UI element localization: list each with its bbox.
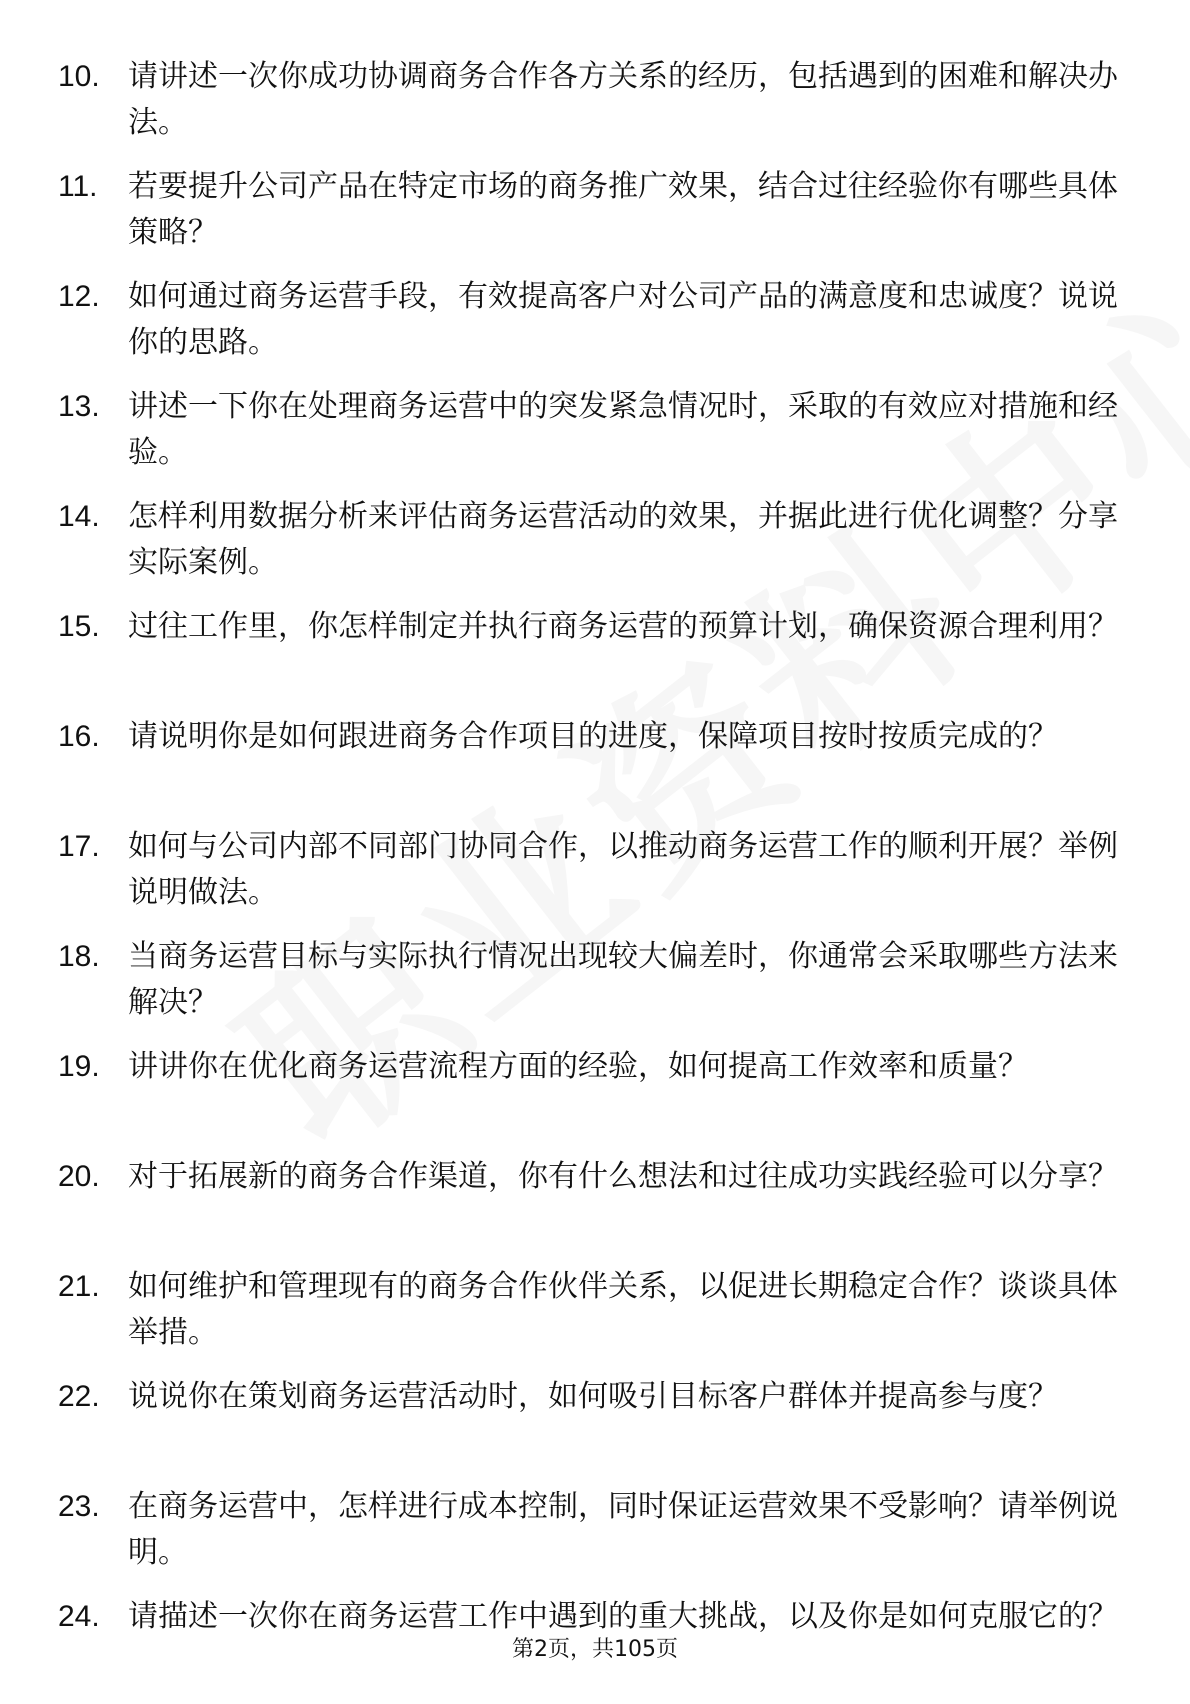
question-number: 17. — [58, 830, 100, 863]
question-text: 讲讲你在优化商务运营流程方面的经验，如何提高工作效率和质量？ — [128, 1049, 1028, 1084]
question-number: 11. — [58, 170, 98, 203]
question-number: 19. — [58, 1050, 100, 1083]
question-item — [58, 54, 1118, 164]
question-text: 在商务运营中，怎样进行成本控制，同时保证运营效果不受影响？请举例说明。 — [128, 1489, 1118, 1570]
question-number: 22. — [58, 1380, 100, 1413]
question-item — [58, 1484, 1118, 1594]
question-text: 如何通过商务运营手段，有效提高客户对公司产品的满意度和忠诚度？说说你的思路。 — [128, 279, 1118, 360]
question-number: 16. — [58, 720, 100, 753]
question-number: 13. — [58, 390, 100, 423]
question-text: 当商务运营目标与实际执行情况出现较大偏差时，你通常会采取哪些方法来解决？ — [128, 939, 1118, 1020]
question-text: 如何维护和管理现有的商务合作伙伴关系，以促进长期稳定合作？谈谈具体举措。 — [128, 1269, 1118, 1350]
question-number: 10. — [58, 60, 100, 93]
question-number: 14. — [58, 500, 100, 533]
question-item — [58, 1154, 1118, 1264]
question-text: 如何与公司内部不同部门协同合作，以推动商务运营工作的顺利开展？举例说明做法。 — [128, 829, 1118, 910]
question-number: 15. — [58, 610, 100, 643]
question-item — [58, 604, 1118, 714]
question-item — [58, 1264, 1118, 1374]
question-list — [58, 54, 1118, 1704]
question-item — [58, 384, 1118, 494]
page-footer: 第2页，共105页 — [512, 1637, 678, 1662]
question-text: 若要提升公司产品在特定市场的商务推广效果，结合过往经验你有哪些具体策略？ — [128, 169, 1118, 250]
question-number: 20. — [58, 1160, 100, 1193]
question-number: 23. — [58, 1490, 100, 1523]
question-item — [58, 934, 1118, 1044]
question-item — [58, 274, 1118, 384]
question-number: 24. — [58, 1600, 100, 1633]
question-item — [58, 1044, 1118, 1154]
question-item — [58, 494, 1118, 604]
question-text: 请描述一次你在商务运营工作中遇到的重大挑战，以及你是如何克服它的？ — [128, 1599, 1118, 1634]
question-item — [58, 824, 1118, 934]
question-item — [58, 714, 1118, 824]
question-text: 过往工作里，你怎样制定并执行商务运营的预算计划，确保资源合理利用？ — [128, 609, 1118, 644]
question-text: 讲述一下你在处理商务运营中的突发紧急情况时，采取的有效应对措施和经验。 — [128, 389, 1118, 470]
question-item — [58, 164, 1118, 274]
question-number: 21. — [58, 1270, 100, 1303]
question-text: 请说明你是如何跟进商务合作项目的进度，保障项目按时按质完成的？ — [128, 719, 1058, 754]
question-text: 说说你在策划商务运营活动时，如何吸引目标客户群体并提高参与度？ — [128, 1379, 1058, 1414]
question-text: 怎样利用数据分析来评估商务运营活动的效果，并据此进行优化调整？分享实际案例。 — [128, 499, 1118, 580]
question-text: 请讲述一次你成功协调商务合作各方关系的经历，包括遇到的困难和解决办法。 — [128, 59, 1118, 140]
question-item — [58, 1374, 1118, 1484]
question-number: 18. — [58, 940, 100, 973]
question-text: 对于拓展新的商务合作渠道，你有什么想法和过往成功实践经验可以分享？ — [128, 1159, 1118, 1194]
question-number: 12. — [58, 280, 100, 313]
